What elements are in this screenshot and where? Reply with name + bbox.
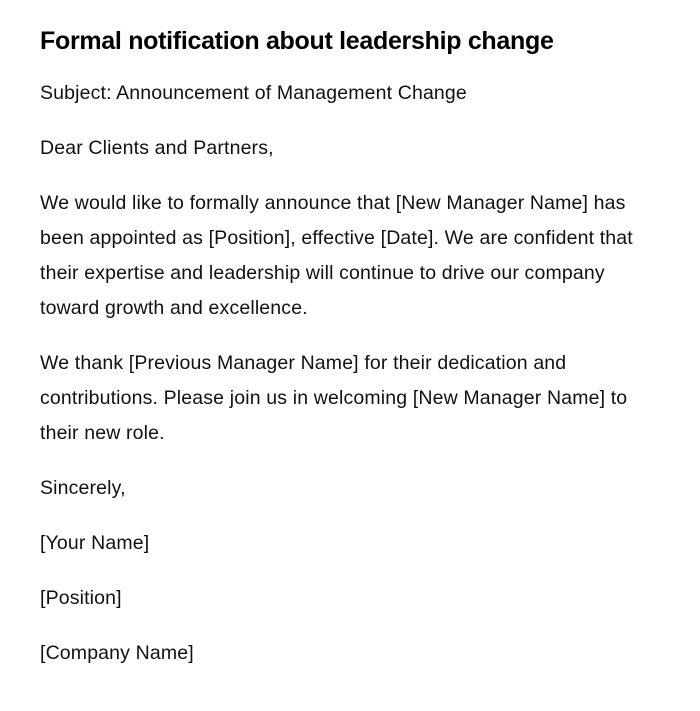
subject-line: Subject: Announcement of Management Change xyxy=(40,82,467,104)
document-title: Formal notification about leadership change xyxy=(40,27,554,55)
closing: Sincerely, xyxy=(40,477,126,499)
signature-name: [Your Name] xyxy=(40,532,150,554)
body-paragraph-announcement: We would like to formally announce that [New Manager Name] has been appointed as [Position], effective [Date]. We are confident that their expertise and leadership will continue to drive our company toward growth and excellence. xyxy=(40,192,633,319)
salutation: Dear Clients and Partners, xyxy=(40,137,274,159)
signature-position: [Position] xyxy=(40,587,122,609)
body-paragraph-thanks: We thank [Previous Manager Name] for their dedication and contributions. Please join us in welcoming [New Manager Name] to their new role. xyxy=(40,352,628,444)
signature-company: [Company Name] xyxy=(40,642,194,664)
